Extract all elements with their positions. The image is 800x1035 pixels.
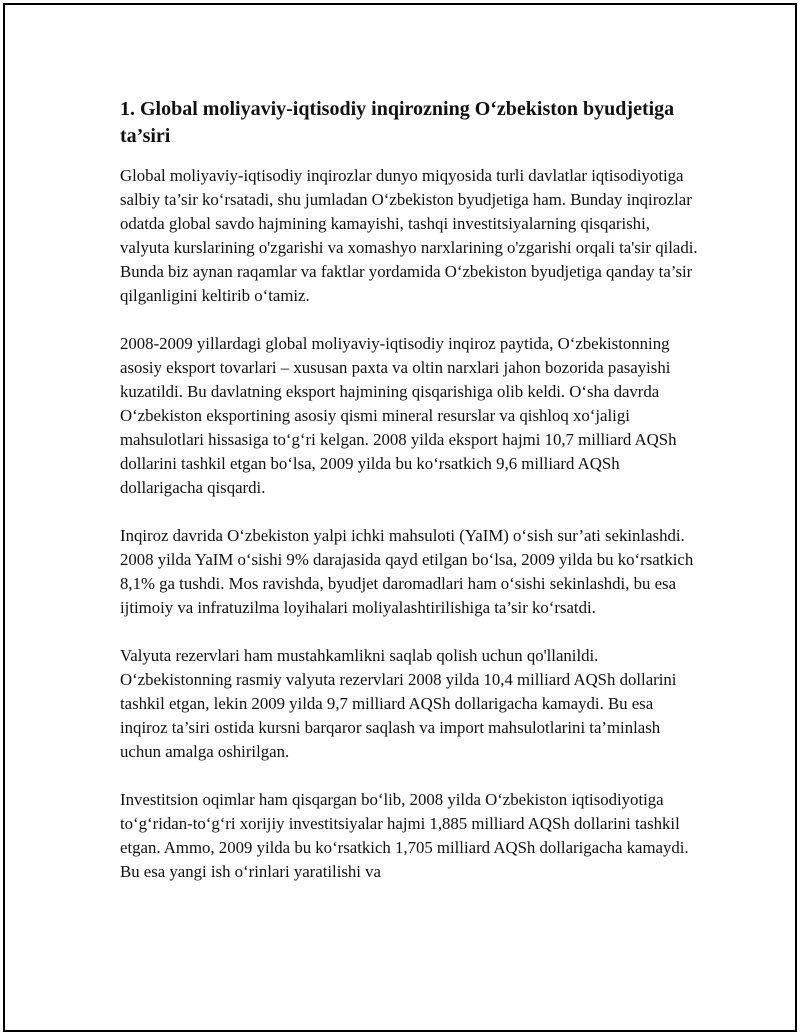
paragraph-exports: 2008-2009 yillardagi global moliyaviy-iqtisodiy inqiroz paytida, O‘zbekistonning asosiy eksport tovarlari – xususan paxta va oltin narxlari jahon bozorida pasayishi kuzatildi. Bu davlatning eksport hajmining qisqarishiga olib keldi. O‘sha davrda O‘zbekiston eksportining asosiy qismi mineral resurslar va qishloq xo‘jaligi mahsulotlari hissasiga to‘g‘ri kelgan. 2008 yilda eksport hajmi 10,7 milliard AQSh dollarini tashkil etgan bo‘lsa, 2009 yilda bu ko‘rsatkich 9,6 milliard AQSh dollarigacha qisqardi.	[120, 334, 677, 497]
paragraph-gdp: Inqiroz davrida O‘zbekiston yalpi ichki mahsuloti (YaIM) o‘sish sur’ati sekinlashdi. 2008 yilda YaIM o‘sishi 9% darajasida qayd etilgan bo‘lsa, 2009 yilda bu ko‘rsatkich 8,1% ga tushdi. Mos ravishda, byudjet daromadlari ham o‘sishi sekinlashdi, bu esa ijtimoiy va infratuzilma loyihalari moliyalashtirilishiga ta’sir ko‘rsatdi.	[120, 526, 694, 617]
paragraph-reserves: Valyuta rezervlari ham mustahkamlikni saqlab qolish uchun qo'llanildi. O‘zbekistonning rasmiy valyuta rezervlari 2008 yilda 10,4 milliard AQSh dollarini tashkil etgan, lekin 2009 yilda 9,7 milliard AQSh dollarigacha kamaydi. Bu esa inqiroz ta’siri ostida kursni barqaror saqlash va import mahsulotlarini ta’minlash uchun amalga oshirilgan.	[120, 646, 677, 761]
document-page	[3, 3, 797, 1032]
paragraph-intro: Global moliyaviy-iqtisodiy inqirozlar dunyo miqyosida turli davlatlar iqtisodiyotiga salbiy ta’sir ko‘rsatadi, shu jumladan O‘zbekiston byudjetiga ham. Bunday inqirozlar odatda global savdo hajmining kamayishi, tashqi investitsiyalarning qisqarishi, valyuta kurslarining o'zgarishi va xomashyo narxlarining o'zgarishi orqali ta'sir qiladi. Bunda biz aynan raqamlar va faktlar yordamida O‘zbekiston byudjetiga qanday ta’sir qilganligini keltirib o‘tamiz.	[120, 166, 698, 305]
document-content	[120, 96, 700, 908]
section-heading: 1. Global moliyaviy-iqtisodiy inqirozning O‘zbekiston byudjetiga ta’siri	[120, 98, 675, 147]
paragraph-investment: Investitsion oqimlar ham qisqargan bo‘lib, 2008 yilda O‘zbekiston iqtisodiyotiga to‘g‘ridan-to‘g‘ri xorijiy investitsiyalar hajmi 1,885 milliard AQSh dollarini tashkil etgan. Ammo, 2009 yilda bu ko‘rsatkich 1,705 milliard AQSh dollarigacha kamaydi. Bu esa yangi ish o‘rinlari yaratilishi va	[120, 790, 689, 881]
